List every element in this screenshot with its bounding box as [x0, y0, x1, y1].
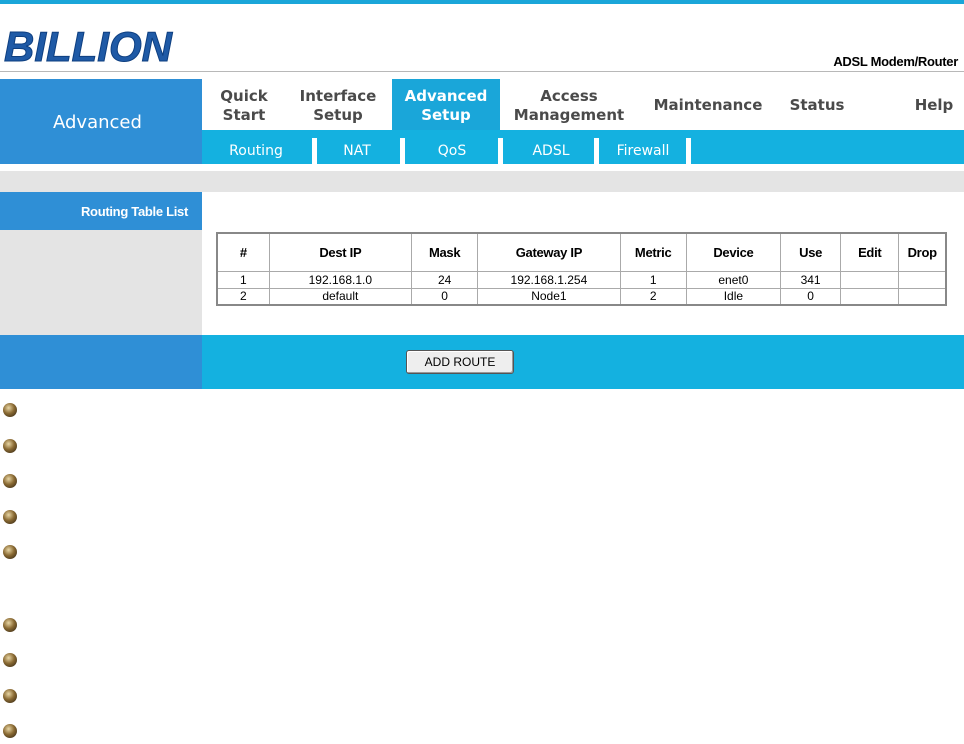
routing-table	[216, 232, 947, 306]
subnav-separator	[498, 138, 503, 164]
col-dest-ip: Dest IP	[269, 233, 411, 271]
bullet-icon	[3, 653, 17, 667]
cell-gateway-ip: Node1	[478, 288, 620, 305]
bullet-icon	[3, 403, 17, 417]
bullet-icon	[3, 439, 17, 453]
cell-drop[interactable]	[899, 288, 946, 305]
col-use: Use	[781, 233, 841, 271]
table-row	[217, 271, 946, 288]
bullet-icon	[3, 545, 17, 559]
section-title: Routing Table List	[80, 204, 188, 219]
cell-mask: 24	[412, 271, 478, 288]
main-nav	[202, 79, 964, 130]
col-device: Device	[686, 233, 780, 271]
bullet-icon	[3, 689, 17, 703]
subnav-separator	[400, 138, 405, 164]
nav-section-text: Advanced	[53, 112, 142, 133]
subtab-qos[interactable]: QoS	[437, 143, 467, 159]
footer-left-panel	[0, 335, 202, 389]
top-accent-line	[0, 0, 964, 4]
tab-advanced-setup[interactable]: Advanced Setup	[392, 79, 500, 130]
bullet-icon	[3, 724, 17, 738]
col-drop: Drop	[899, 233, 946, 271]
col-metric: Metric	[620, 233, 686, 271]
cell-dest-ip: 192.168.1.0	[269, 271, 411, 288]
cell-drop[interactable]	[899, 271, 946, 288]
section-header	[0, 192, 202, 230]
footer-action-bar	[202, 335, 964, 389]
cell-device: enet0	[686, 271, 780, 288]
cell-metric: 1	[620, 271, 686, 288]
cell-device: Idle	[686, 288, 780, 305]
cell-gateway-ip: 192.168.1.254	[478, 271, 620, 288]
subtab-firewall[interactable]: Firewall	[616, 143, 670, 159]
nav-section-label	[0, 79, 202, 164]
col-gateway-ip: Gateway IP	[478, 233, 620, 271]
tab-quick-start[interactable]: Quick Start	[220, 87, 268, 124]
subnav-separator	[594, 138, 599, 164]
cell-edit[interactable]	[841, 271, 899, 288]
subtab-routing[interactable]: Routing	[229, 143, 283, 159]
cell-metric: 2	[620, 288, 686, 305]
header-divider	[0, 71, 964, 72]
tab-maintenance[interactable]: Maintenance	[653, 96, 763, 114]
bullet-icon	[3, 618, 17, 632]
left-panel	[0, 230, 202, 335]
table-row	[217, 288, 946, 305]
table-header-row	[217, 233, 946, 271]
col-edit: Edit	[841, 233, 899, 271]
cell-dest-ip: default	[269, 288, 411, 305]
logo-text: BILLION	[4, 24, 172, 68]
bullet-icon	[3, 510, 17, 524]
cell-mask: 0	[412, 288, 478, 305]
tab-interface-setup[interactable]: Interface Setup	[299, 87, 377, 124]
subtab-adsl[interactable]: ADSL	[532, 143, 570, 159]
tab-help[interactable]: Help	[914, 96, 954, 114]
cell-edit[interactable]	[841, 288, 899, 305]
bullet-icon	[3, 474, 17, 488]
col-index: #	[217, 233, 269, 271]
add-route-button[interactable]: ADD ROUTE	[406, 350, 514, 374]
billion-logo	[2, 24, 192, 68]
sub-nav	[202, 130, 964, 164]
product-name: ADSL Modem/Router	[833, 54, 958, 69]
spacer-bar	[0, 171, 964, 192]
cell-index: 2	[217, 288, 269, 305]
subnav-separator	[686, 138, 691, 164]
cell-use: 0	[781, 288, 841, 305]
tab-status[interactable]: Status	[789, 96, 845, 114]
cell-index: 1	[217, 271, 269, 288]
cell-use: 341	[781, 271, 841, 288]
tab-access-management[interactable]: Access Management	[513, 87, 625, 124]
col-mask: Mask	[412, 233, 478, 271]
subnav-separator	[312, 138, 317, 164]
subtab-nat[interactable]: NAT	[343, 143, 371, 159]
